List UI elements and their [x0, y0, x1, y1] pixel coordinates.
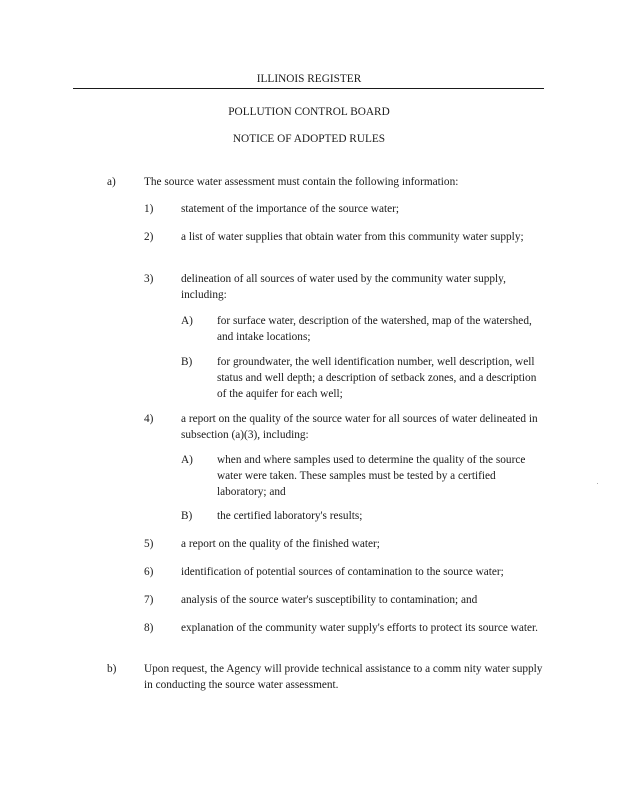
register-title: ILLINOIS REGISTER: [256, 73, 362, 85]
item-4a-text: when and where samples used to determine the quality of the source water were taken. These samples must be tested by a certified laboratory; and: [217, 454, 526, 498]
item-1-text: statement of the importance of the source water;: [181, 203, 400, 215]
item-3-text: delineation of all sources of water used by the community water supply, including:: [181, 273, 506, 301]
subsection-a-label: a): [107, 176, 116, 188]
item-6-label: 6): [144, 566, 154, 578]
item-5-label: 5): [144, 538, 154, 550]
item-3b-label: B): [181, 356, 193, 368]
item-8-label: 8): [144, 622, 154, 634]
item-1-label: 1): [144, 203, 154, 215]
item-4-label: 4): [144, 413, 154, 425]
notice-title: NOTICE OF ADOPTED RULES: [232, 133, 386, 145]
item-8-text: explanation of the community water supply's efforts to protect its source water.: [181, 622, 538, 634]
item-4b-label: B): [181, 510, 193, 522]
item-4a-label: A): [181, 454, 193, 466]
item-3-label: 3): [144, 273, 154, 285]
item-5-text: a report on the quality of the finished water;: [181, 538, 380, 550]
item-3b-text: for groundwater, the well identification number, well description, well status and well depth; a description of setback zones, and a description of the aquifer for each well;: [217, 356, 537, 400]
item-4-text: a report on the quality of the source water for all sources of water delineated in subsection (a)(3), including:: [181, 413, 538, 441]
item-2-label: 2): [144, 231, 154, 243]
item-7-label: 7): [144, 594, 154, 606]
scan-speck: [597, 483, 598, 484]
item-3a-label: A): [181, 315, 193, 327]
header-rule: [73, 88, 544, 89]
item-4b-text: the certified laboratory's results;: [217, 510, 363, 522]
item-6-text: identification of potential sources of contamination to the source water;: [181, 566, 504, 578]
item-2-text: a list of water supplies that obtain water from this community water supply;: [181, 231, 524, 243]
item-7-text: analysis of the source water's susceptibility to contamination; and: [181, 594, 478, 606]
item-3a-text: for surface water, description of the watershed, map of the watershed, and intake locations;: [217, 315, 532, 343]
subsection-b-text: Upon request, the Agency will provide technical assistance to a comm nity water supply in conducting the source water assessment.: [144, 663, 543, 691]
subsection-a-text: The source water assessment must contain the following information:: [144, 176, 459, 188]
board-title: POLLUTION CONTROL BOARD: [228, 106, 390, 118]
subsection-b-label: b): [107, 663, 117, 675]
